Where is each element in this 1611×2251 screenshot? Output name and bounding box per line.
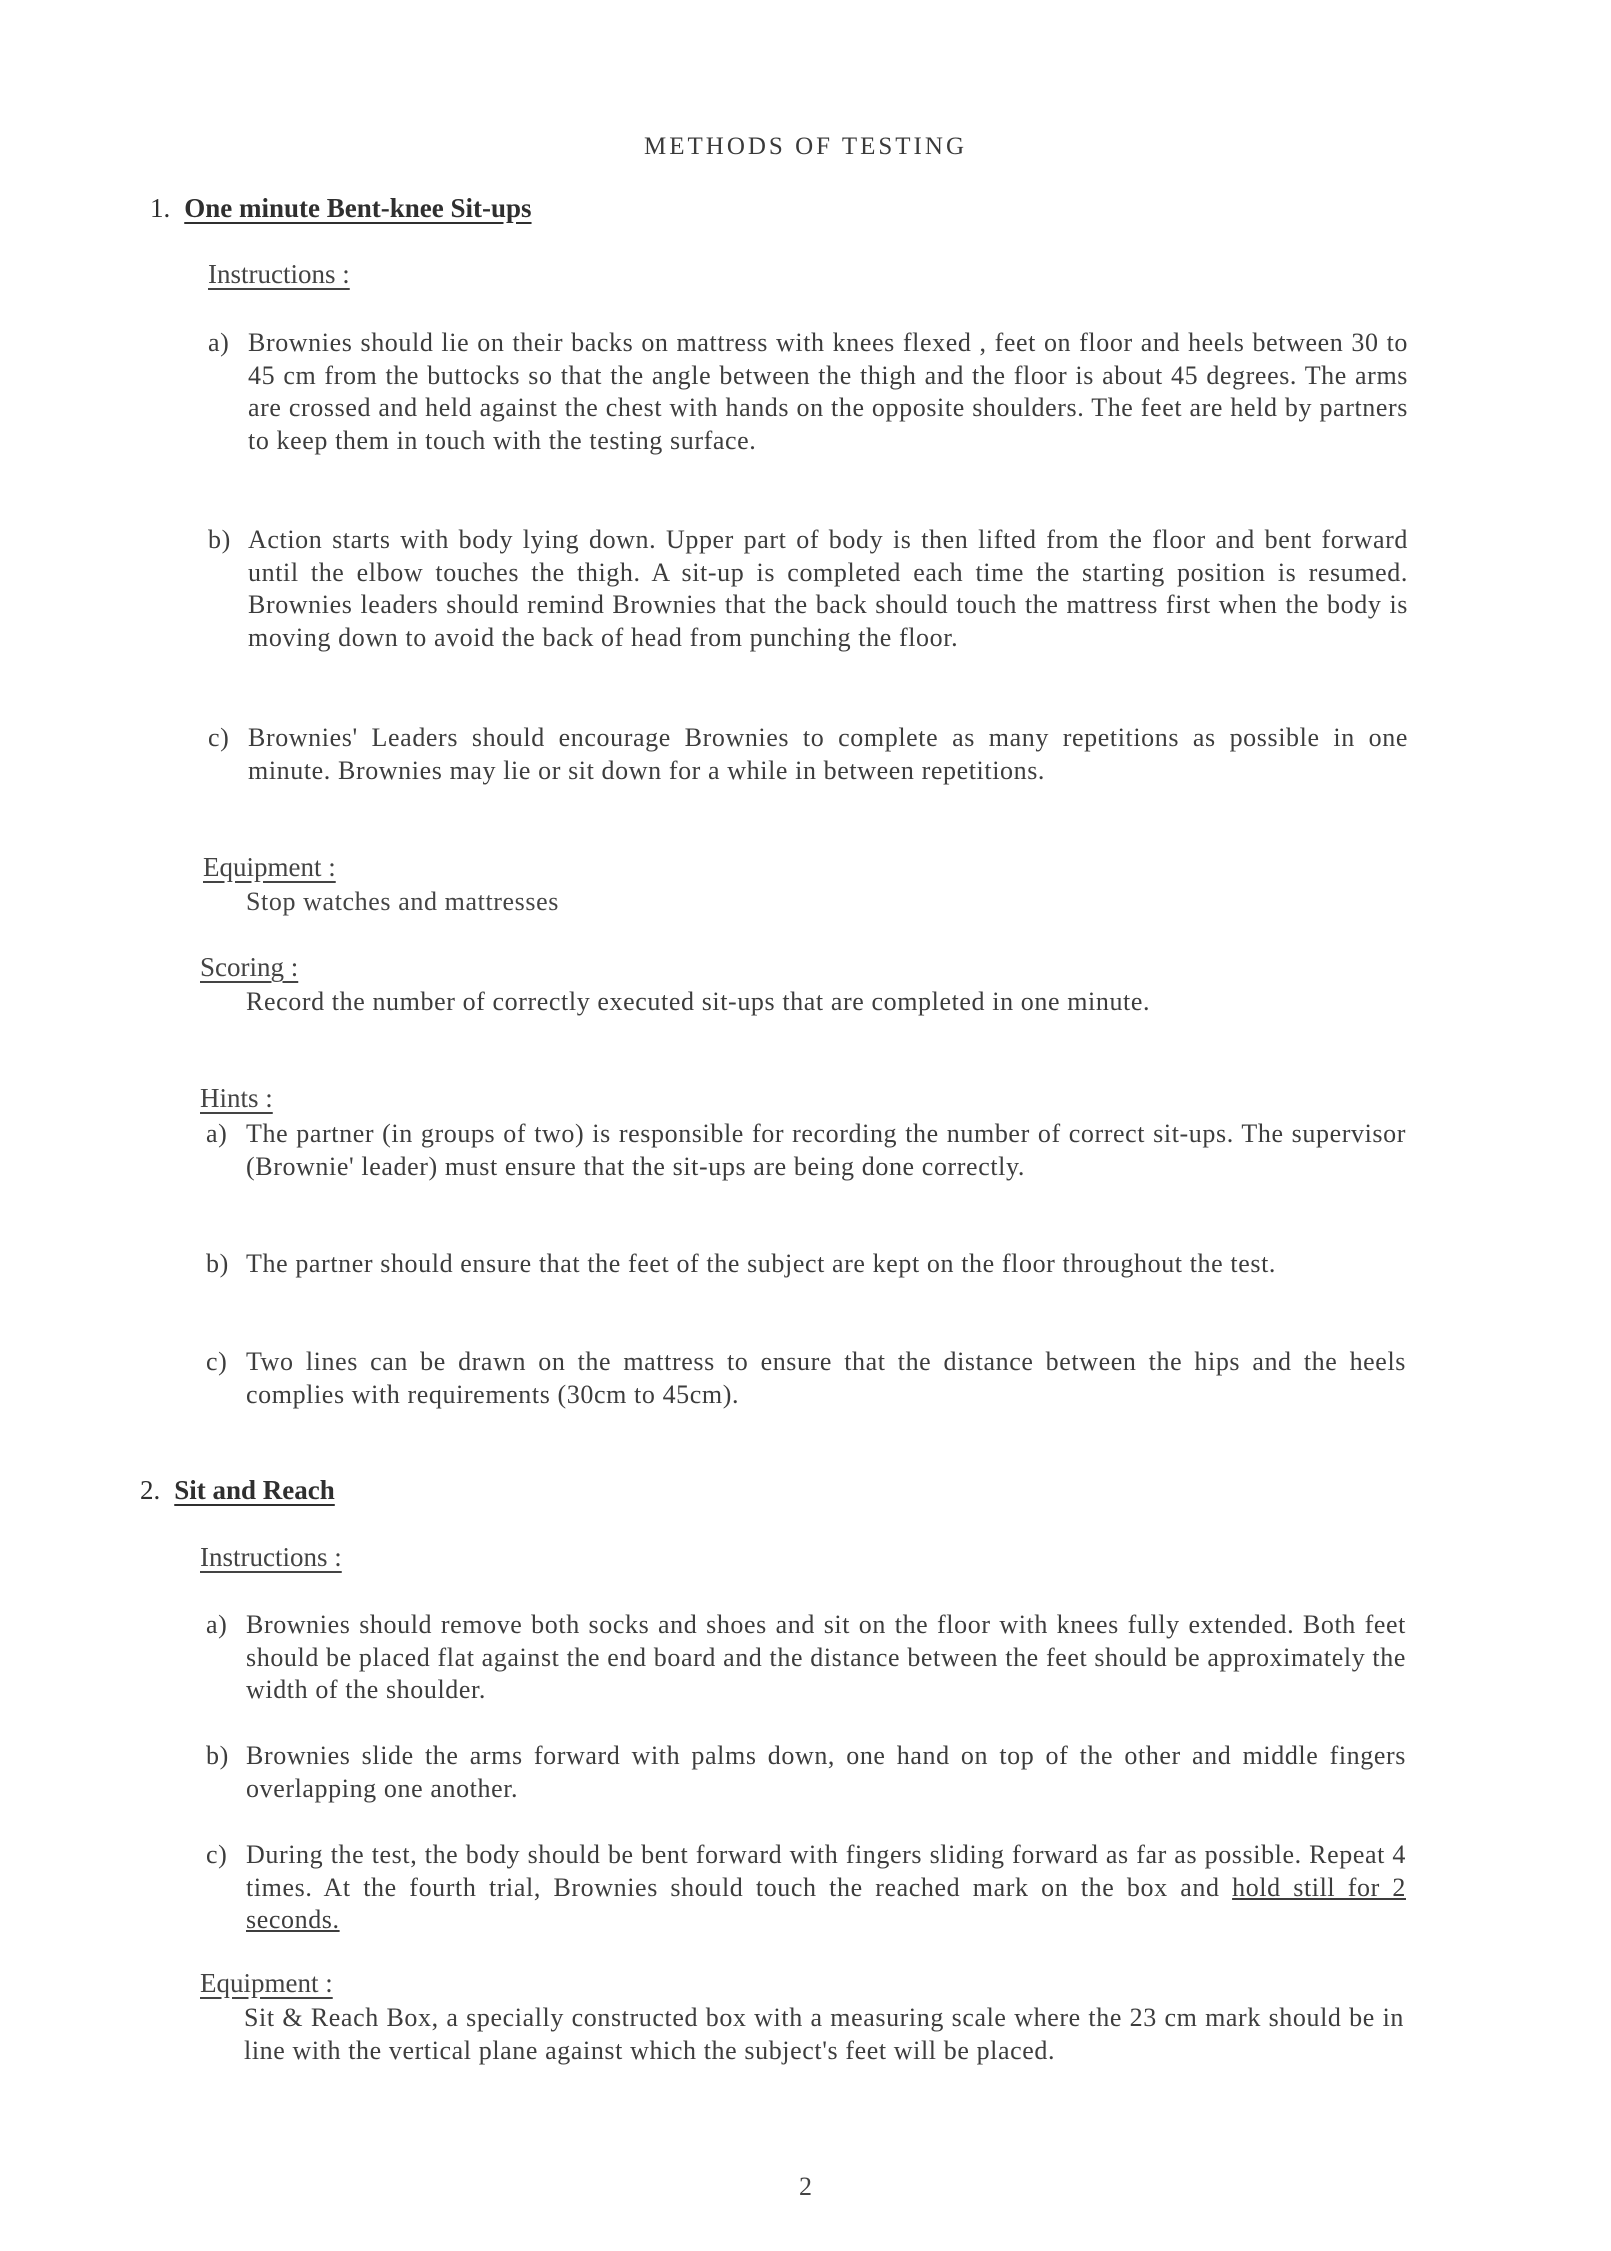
page-title: METHODS OF TESTING [644,133,967,160]
item-text: Brownies' Leaders should encourage Brownies to complete as many repetitions as possible in one minute. Brownies may lie or sit down for a while in between repetitions. [248,723,1408,785]
item-label: b) [206,1249,229,1278]
section-2-equipment-label: Equipment : [200,1968,333,1998]
item-label: a) [208,328,230,357]
section-2-instruction-b [206,1740,1406,1805]
item-label: b) [206,1741,229,1770]
section-2-instruction-c [206,1839,1406,1937]
section-1-instructions-label: Instructions : [208,259,350,289]
section-2-instruction-a [206,1609,1406,1707]
item-text: Brownies slide the arms forward with palms down, one hand on top of the other and middle fingers overlapping one another. [246,1741,1406,1803]
section-1-hint-b [206,1248,1406,1281]
section-1-hints-label: Hints : [200,1083,273,1113]
item-label: b) [208,525,231,554]
item-label: a) [206,1610,228,1639]
page-number: 2 [799,2172,812,2201]
section-1-hint-c [206,1346,1406,1411]
section-2-instructions-label: Instructions : [200,1542,342,1572]
item-label: c) [208,723,230,752]
item-label: c) [206,1840,228,1869]
section-1-scoring-text: Record the number of correctly executed sit-ups that are completed in one minute. [246,987,1151,1016]
item-label: c) [206,1347,228,1376]
item-text: Brownies should remove both socks and shoes and sit on the floor with knees fully extended. Both feet should be placed flat against the end board and the distance between the feet should be approximately the width of the shoulder. [246,1610,1406,1704]
section-1-instruction-a [208,327,1408,457]
item-text: Action starts with body lying down. Upper part of body is then lifted from the floor and bent forward until the elbow touches the thigh. A sit-up is completed each time the starting position is resumed. Brownies leaders should remind Brownies that the back should touch the mattress first when the body is moving down to avoid the back of head from punching the floor. [248,525,1408,652]
item-text: During the test, the body should be bent forward with fingers sliding forward as far as possible. Repeat 4 times. At the fourth trial, Brownies should touch the reached mark on the box and [246,1840,1406,1902]
section-1-instruction-c [208,722,1408,787]
section-1-scoring-label: Scoring : [200,952,299,982]
section-2-heading [140,1475,335,1506]
section-2-number: 2. [140,1475,161,1505]
section-1-equipment-label: Equipment : [203,852,336,882]
item-text: Brownies should lie on their backs on mattress with knees flexed , feet on floor and heels between 30 to 45 cm from the buttocks so that the angle between the thigh and the floor is about 45 degrees. The arms are crossed and held against the chest with hands on the opposite shoulders. The feet are held by partners to keep them in touch with the testing surface. [248,328,1408,455]
section-1-hint-a [206,1118,1406,1183]
section-1-heading [150,193,532,224]
item-text: The partner (in groups of two) is responsible for recording the number of correct sit-ups. The supervisor (Brownie' leader) must ensure that the sit-ups are being done correctly. [246,1119,1406,1181]
item-text: The partner should ensure that the feet of the subject are kept on the floor throughout the test. [246,1249,1276,1278]
section-2-equipment-text: Sit & Reach Box, a specially constructed box with a measuring scale where the 23 cm mark should be in line with the vertical plane against which the subject's feet will be placed. [244,2003,1404,2065]
section-1-equipment-text: Stop watches and mattresses [246,887,559,916]
item-text-underlined: hold still for 2 seconds. [246,1872,1406,1934]
section-1-instruction-b [208,524,1408,654]
item-text: Two lines can be drawn on the mattress to ensure that the distance between the hips and the heels complies with requirements (30cm to 45cm). [246,1347,1406,1409]
item-label: a) [206,1119,228,1148]
section-1-title: One minute Bent-knee Sit-ups [184,193,532,223]
section-1-number: 1. [150,193,171,223]
section-2-title: Sit and Reach [174,1475,335,1505]
